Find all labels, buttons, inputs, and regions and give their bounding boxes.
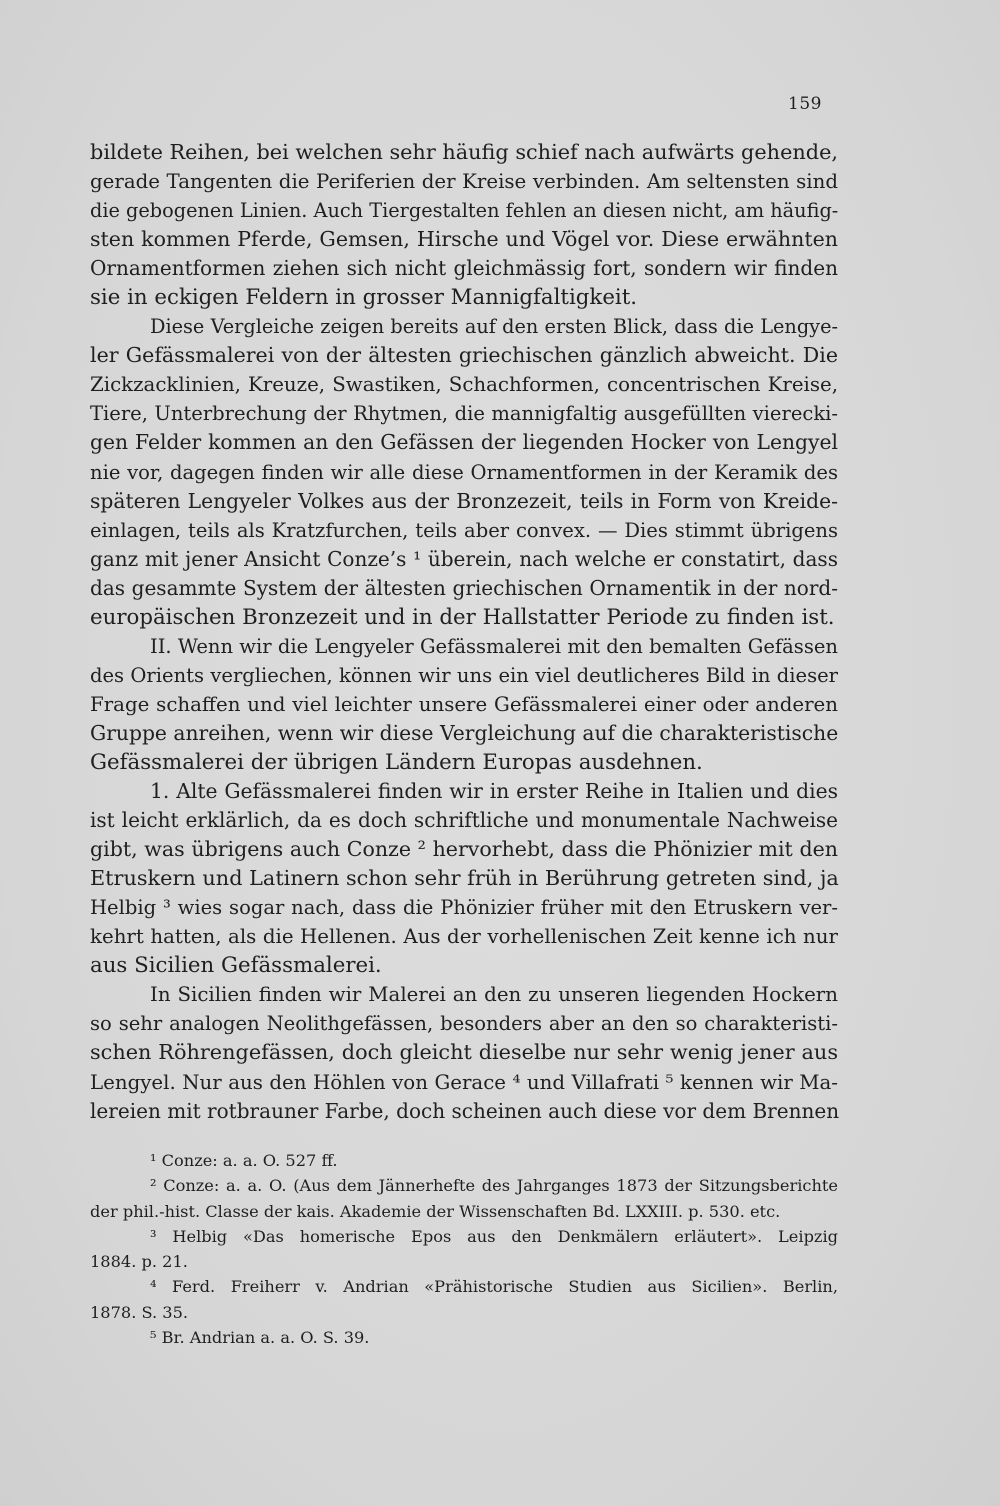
footnotes xyxy=(90,1148,838,1350)
footnote-line: ¹ Conze: a. a. O. 527 ff. xyxy=(150,1151,338,1170)
text-line: In Sicilien finden wir Malerei an den zu unseren liegenden Hockern xyxy=(150,983,838,1007)
text-line: ist leicht erklärlich, da es doch schriftliche und monumentale Nachweise xyxy=(90,808,838,833)
footnote-line: der phil.-hist. Classe der kais. Akademie der Wissenschaften Bd. LXXIII. p. 530. etc. xyxy=(90,1201,781,1221)
text-line: schen Röhrengefässen, doch gleicht dieselbe nur sehr wenig jener aus xyxy=(90,1040,838,1065)
text-line: des Orients vergliechen, können wir uns ein viel deutlicheres Bild in dieser xyxy=(90,663,838,687)
text-line: lereien mit rotbrauner Farbe, doch scheinen auch diese vor dem Brennen xyxy=(90,1098,840,1123)
text-line: sten kommen Pferde, Gemsen, Hirsche und Vögel vor. Diese erwähnten xyxy=(90,227,838,252)
text-line: sie in eckigen Feldern in grosser Mannigfaltigkeit. xyxy=(90,285,638,311)
text-line: Etruskern und Latinern schon sehr früh in Berührung getreten sind, ja xyxy=(90,866,839,891)
text-line: bildete Reihen, bei welchen sehr häufig schief nach aufwärts gehende, xyxy=(90,140,838,164)
text-line: nie vor, dagegen finden wir alle diese Ornamentformen in der Keramik des xyxy=(90,460,838,484)
text-line: kehrt hatten, als die Hellenen. Aus der vorhellenischen Zeit kenne ich nur xyxy=(90,925,838,949)
text-line: Tiere, Unterbrechung der Rhytmen, die mannigfaltig ausgefüllten vierecki- xyxy=(90,402,838,426)
text-line: einlagen, teils als Kratzfurchen, teils aber convex. — Dies stimmt übrigens xyxy=(90,518,838,542)
footnote-line: 1878. S. 35. xyxy=(90,1302,189,1322)
text-line: 1. Alte Gefässmalerei finden wir in erster Reihe in Italien und dies xyxy=(150,779,838,804)
text-line: späteren Lengyeler Volkes aus der Bronzezeit, teils in Form von Kreide- xyxy=(90,488,838,513)
footnote-line: ³ Helbig «Das homerische Epos aus den Denkmälern erläutert». Leipzig xyxy=(150,1226,838,1246)
text-line: das gesammte System der ältesten griechischen Ornamentik in der nord- xyxy=(90,575,838,600)
text-line: Lengyel. Nur aus den Höhlen von Gerace ⁴ und Villafrati ⁵ kennen wir Ma- xyxy=(90,1070,838,1094)
text-line: Gefässmalerei der übrigen Ländern Europas ausdehnen. xyxy=(90,749,703,775)
body-text xyxy=(90,138,838,1126)
text-line: europäischen Bronzezeit und in der Hallstatter Periode zu finden ist. xyxy=(90,604,835,630)
footnote-line: 1884. p. 21. xyxy=(90,1252,188,1272)
footnote-line: ² Conze: a. a. O. (Aus dem Jännerhefte des Jahrganges 1873 der Sitzungsberichte xyxy=(150,1176,838,1196)
text-line: gen Felder kommen an den Gefässen der liegenden Hocker von Lengyel xyxy=(90,430,838,455)
text-line: Zickzacklinien, Kreuze, Swastiken, Schachformen, concentrischen Kreise, xyxy=(90,373,838,397)
text-line: die gebogenen Linien. Auch Tiergestalten fehlen an diesen nicht, am häufig- xyxy=(90,199,839,223)
text-line: II. Wenn wir die Lengyeler Gefässmalerei mit den bemalten Gefässen xyxy=(150,634,838,658)
text-line: aus Sicilien Gefässmalerei. xyxy=(90,953,382,979)
text-line: Helbig ³ wies sogar nach, dass die Phönizier früher mit den Etruskern ver- xyxy=(90,896,838,920)
text-line: Ornamentformen ziehen sich nicht gleichmässig fort, sondern wir finden xyxy=(90,256,838,281)
text-line: ler Gefässmalerei von der ältesten griechischen gänzlich abweicht. Die xyxy=(90,343,838,368)
page-number: 159 xyxy=(788,94,822,114)
text-line: gerade Tangenten die Periferien der Kreise verbinden. Am seltensten sind xyxy=(90,170,838,194)
footnote-line: ⁵ Br. Andrian a. a. O. S. 39. xyxy=(150,1328,370,1348)
text-line: gibt, was übrigens auch Conze ² hervorhebt, dass die Phönizier mit den xyxy=(90,837,838,862)
text-line: so sehr analogen Neolithgefässen, besonders aber an den so charakteristi- xyxy=(90,1012,838,1036)
text-line: Frage schaffen und viel leichter unsere Gefässmalerei einer oder anderen xyxy=(90,692,838,716)
footnote-line: ⁴ Ferd. Freiherr v. Andrian «Prähistorische Studien aus Sicilien». Berlin, xyxy=(150,1277,838,1297)
text-line: Gruppe anreihen, wenn wir diese Vergleichung auf die charakteristische xyxy=(90,720,839,745)
text-line: ganz mit jener Ansicht Conze’s ¹ überein, nach welche er constatirt, dass xyxy=(90,546,838,571)
text-line: Diese Vergleiche zeigen bereits auf den ersten Blick, dass die Lengye- xyxy=(150,315,838,339)
